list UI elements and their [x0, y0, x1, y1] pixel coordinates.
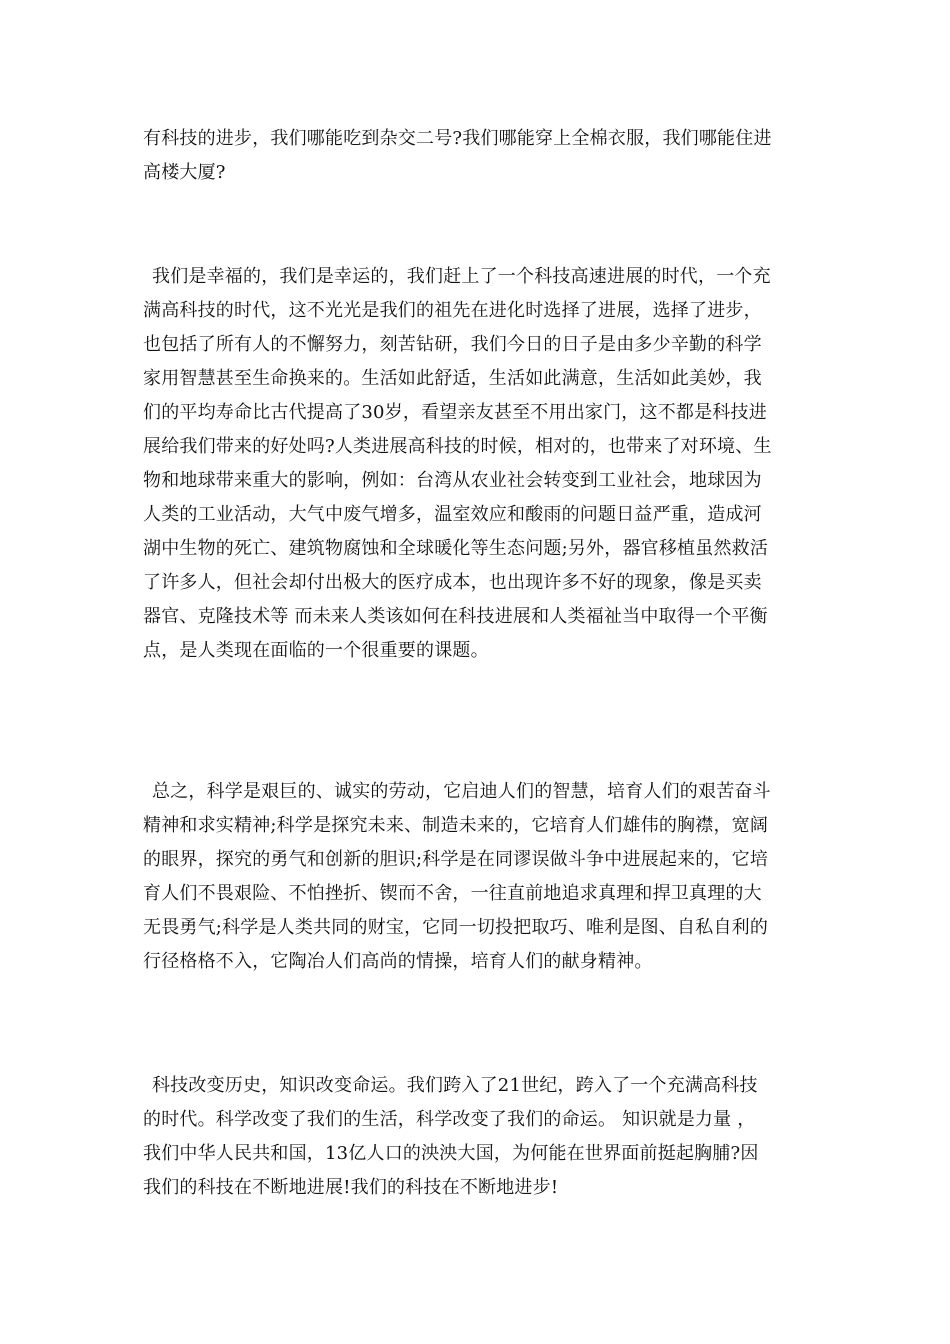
- text-line: 总之，科学是艰巨的、诚实的劳动，它启迪人们的智慧，培育人们的艰苦奋斗: [152, 781, 771, 802]
- text-line: 湖中生物的死亡、建筑物腐蚀和全球暖化等生态问题;另外，器官移植虽然救活: [143, 538, 769, 559]
- text-line: 行径格格不入，它陶冶人们高尚的情操，培育人们的献身精神。: [143, 951, 653, 972]
- text-line: 我们中华人民共和国，13亿人口的泱泱大国，为何能在世界面前挺起胸脯?因: [143, 1143, 759, 1164]
- paragraph-3: [143, 775, 823, 979]
- text-line: 们的平均寿命比古代提高了30岁，看望亲友甚至不用出家门，这不都是科技进: [143, 402, 767, 423]
- text-line: 满高科技的时代，这不光光是我们的祖先在进化时选择了进展，选择了进步，: [143, 300, 762, 321]
- paragraph-2: [143, 260, 823, 668]
- text-line: 器官、克隆技术等 而未来人类该如何在科技进展和人类福祉当中取得一个平衡: [143, 606, 768, 627]
- text-line: 育人们不畏艰险、不怕挫折、锲而不舍，一往直前地追求真理和捍卫真理的大: [143, 883, 762, 904]
- text-line: 了许多人，但社会却付出极大的医疗成本，也出现许多不好的现象，像是买卖: [143, 572, 762, 593]
- text-line: 家用智慧甚至生命换来的。生活如此舒适，生活如此满意，生活如此美妙，我: [143, 368, 762, 389]
- paragraph-1: [143, 122, 823, 190]
- text-line: 科技改变历史，知识改变命运。我们跨入了21世纪，跨入了一个充满高科技: [152, 1075, 758, 1096]
- text-line: 的时代。科学改变了我们的生活，科学改变了我们的命运。 知识就是力量 ，: [143, 1109, 756, 1130]
- paragraph-4: [143, 1069, 823, 1205]
- text-line: 无畏勇气;科学是人类共同的财宝，它同一切投把取巧、唯利是图、自私自利的: [143, 917, 769, 938]
- text-line: 也包括了所有人的不懈努力，刻苦钻研，我们今日的日子是由多少辛勤的科学: [143, 334, 762, 355]
- text-line: 展给我们带来的好处吗?人类进展高科技的时候，相对的，也带来了对环境、生: [143, 436, 772, 457]
- text-line: 我们是幸福的，我们是幸运的，我们赶上了一个科技高速进展的时代，一个充: [152, 266, 771, 287]
- text-line: 人类的工业活动，大气中废气增多，温室效应和酸雨的问题日益严重，造成河: [143, 504, 762, 525]
- text-line: 点，是人类现在面临的一个很重要的课题。: [143, 640, 489, 661]
- text-line: 物和地球带来重大的影响，例如：台湾从农业社会转变到工业社会，地球因为: [143, 470, 762, 491]
- text-line: 高楼大厦?: [143, 162, 226, 183]
- text-line: 的眼界，探究的勇气和创新的胆识;科学是在同谬误做斗争中进展起来的，它培: [143, 849, 769, 870]
- text-line: 我们的科技在不断地进展!我们的科技在不断地进步!: [143, 1177, 559, 1198]
- text-line: 精神和求实精神;科学是探究未来、制造未来的，它培育人们雄伟的胸襟，宽阔: [143, 815, 769, 836]
- text-line: 有科技的进步，我们哪能吃到杂交二号?我们哪能穿上全棉衣服，我们哪能住进: [143, 128, 772, 149]
